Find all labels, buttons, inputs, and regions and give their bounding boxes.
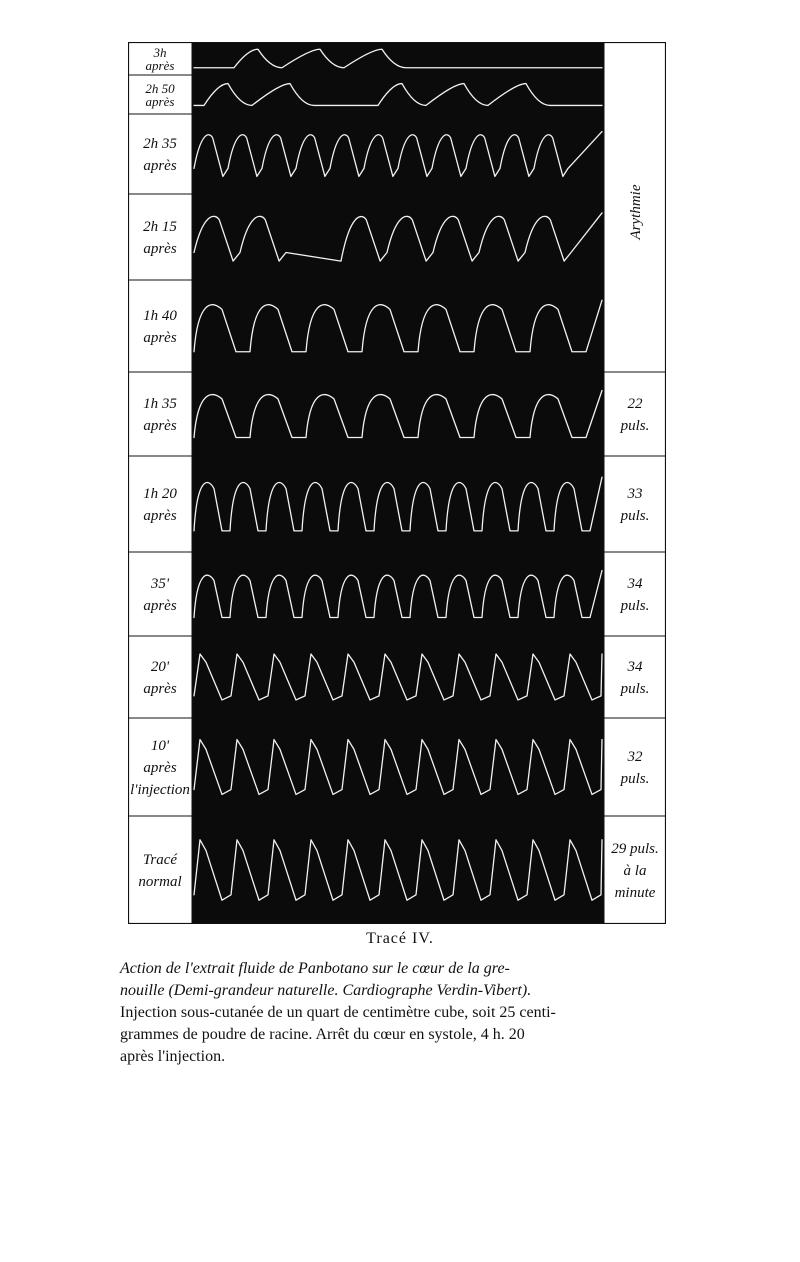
pulse-label: puls.: [620, 681, 650, 697]
caption-line-1: Action de l'extrait fluide de Panbotano sur le cœur de la gre-: [120, 960, 510, 977]
row-label: 1h 20: [143, 486, 177, 502]
row-label: après: [143, 598, 177, 614]
tracing-background: [192, 42, 604, 924]
row-label: après: [143, 418, 177, 434]
pulse-label: 34: [627, 576, 643, 592]
pulse-label: puls.: [620, 418, 650, 434]
row-label: après: [143, 158, 177, 174]
caption-title: Tracé IV.: [366, 930, 434, 947]
pulse-label: puls.: [620, 508, 650, 524]
row-label: après: [143, 241, 177, 257]
row-label: après: [143, 681, 177, 697]
row-label: 1h 35: [143, 396, 177, 412]
caption-line-4: grammes de poudre de racine. Arrêt du cœur en systole, 4 h. 20: [120, 1026, 525, 1043]
row-label: après: [143, 760, 177, 776]
row-label: 3h: [153, 45, 167, 60]
row-label: Tracé: [142, 852, 178, 868]
caption-line-3: Injection sous-cutanée de un quart de centimètre cube, soit 25 centi-: [120, 1004, 556, 1021]
pulse-label: 29 puls.: [611, 841, 659, 857]
arythmie-label: Arythmie: [628, 184, 644, 240]
row-label: 1h 40: [143, 308, 177, 324]
row-label: 20': [150, 659, 170, 675]
pulse-label: 32: [627, 749, 643, 765]
cardiograph-svg: [128, 42, 666, 924]
row-label: 2h 35: [143, 136, 177, 152]
row-label: après: [143, 330, 177, 346]
pulse-label: minute: [614, 885, 656, 901]
caption-body: [120, 958, 680, 1068]
pulse-label: à la: [623, 863, 647, 879]
row-label: 2h 15: [143, 219, 177, 235]
pulse-label: puls.: [620, 771, 650, 787]
caption-line-5: après l'injection.: [120, 1048, 226, 1065]
row-label: normal: [138, 874, 182, 890]
caption-line-2: nouille (Demi-grandeur naturelle. Cardiographe Verdin-Vibert).: [120, 982, 532, 999]
row-label: après: [145, 58, 175, 73]
pulse-label: puls.: [620, 598, 650, 614]
cardiograph-figure: [128, 42, 666, 924]
pulse-label: 34: [627, 659, 643, 675]
row-label: 35': [150, 576, 170, 592]
row-label: 2h 50: [145, 81, 175, 96]
figure-caption: [120, 930, 680, 1068]
row-label: après: [143, 508, 177, 524]
pulse-label: 33: [627, 486, 643, 502]
row-label: après: [145, 94, 175, 109]
pulse-label: 22: [627, 396, 643, 412]
row-label: 10': [150, 738, 170, 754]
row-label: l'injection: [130, 782, 190, 798]
